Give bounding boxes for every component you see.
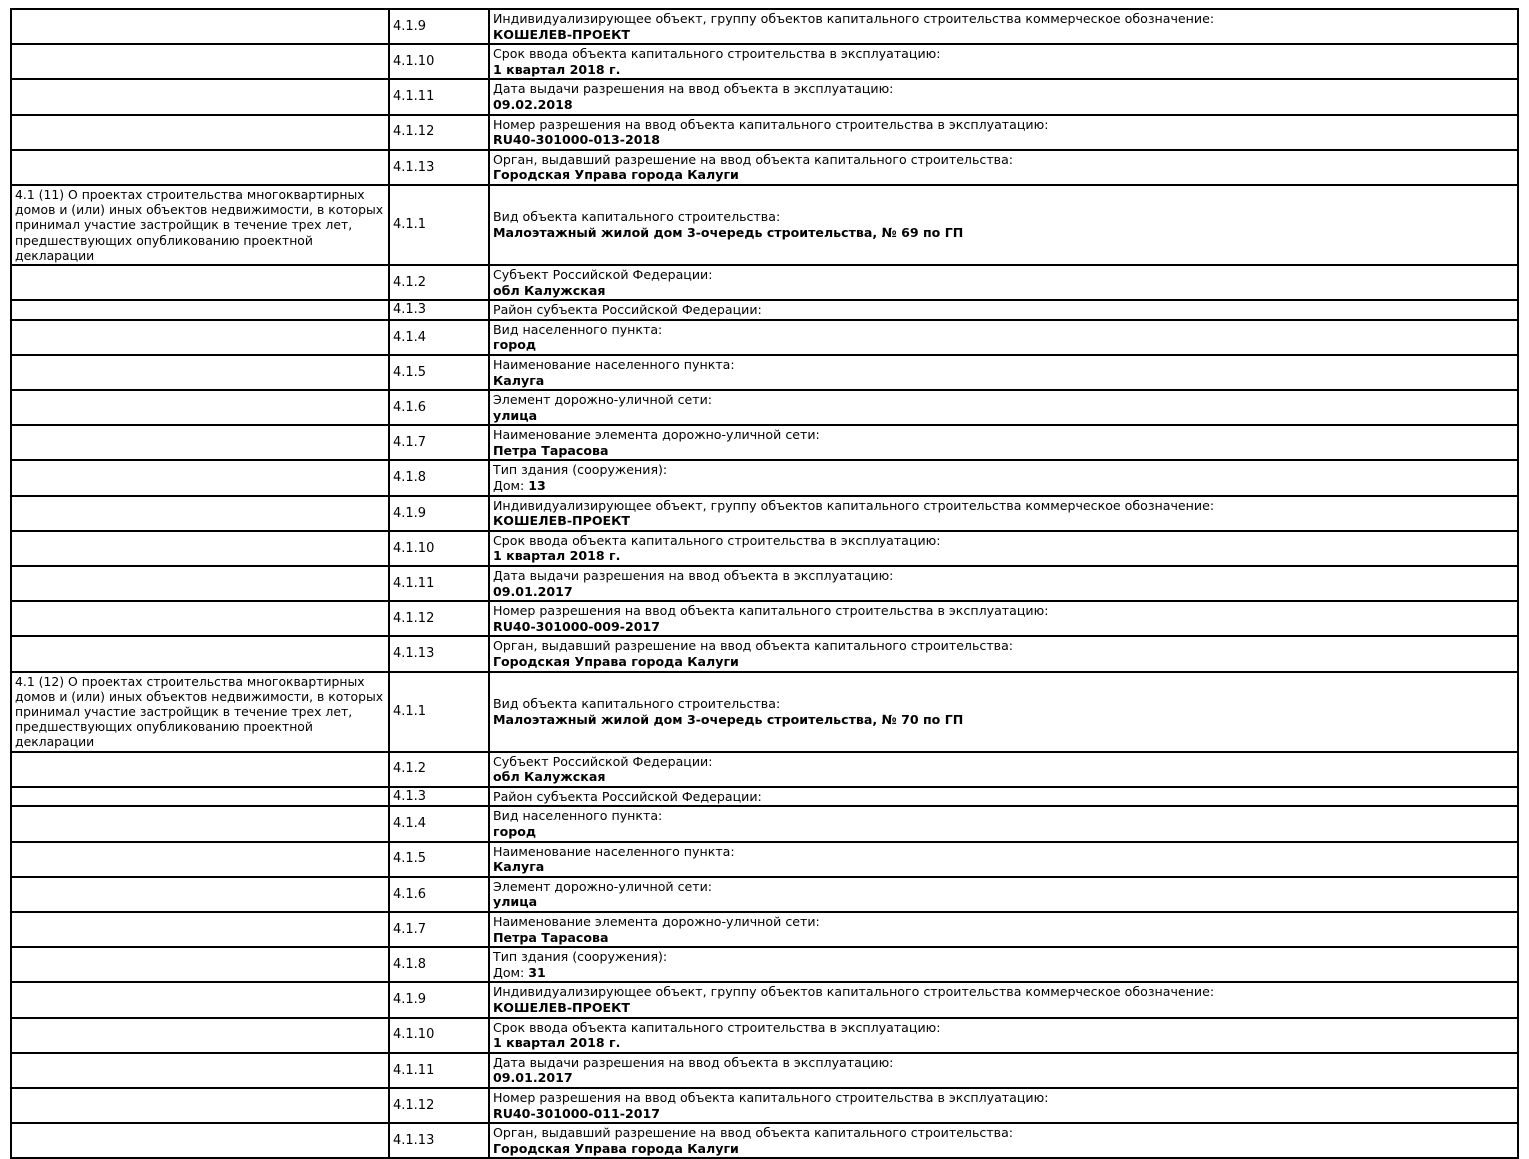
row-number-cell: 4.1.8 [389, 947, 489, 982]
empty-description-cell [11, 300, 389, 320]
field-value: 1 квартал 2018 г. [493, 548, 621, 564]
empty-description-cell [11, 390, 389, 425]
row-number-cell: 4.1.6 [389, 877, 489, 912]
field-cell [489, 300, 1518, 320]
field-value-line [493, 1106, 1514, 1122]
field-value-prefix: Дом: [493, 964, 529, 980]
field-cell [489, 672, 1518, 752]
field-cell [489, 636, 1518, 671]
field-value: Городская Управа города Калуги [493, 167, 739, 183]
field-value: Городская Управа города Калуги [493, 654, 739, 670]
field-label: Дата выдачи разрешения на ввод объекта в эксплуатацию: [493, 568, 894, 584]
field-label: Номер разрешения на ввод объекта капитального строительства в эксплуатацию: [493, 1089, 1049, 1105]
empty-description-cell [11, 265, 389, 300]
field-value-line [493, 584, 1514, 600]
field-value-line [493, 225, 1514, 241]
table-row [11, 877, 1518, 912]
table-row [11, 566, 1518, 601]
field-label: Вид объекта капитального строительства: [493, 209, 781, 225]
field-label: Вид населенного пункта: [493, 321, 663, 337]
project-declaration-table [10, 8, 1519, 1159]
field-label: Срок ввода объекта капитального строительства в эксплуатацию: [493, 1019, 941, 1035]
field-value: Калуга [493, 859, 545, 875]
field-label: Номер разрешения на ввод объекта капитального строительства в эксплуатацию: [493, 116, 1049, 132]
field-label: Элемент дорожно-уличной сети: [493, 878, 713, 894]
row-number-cell: 4.1.5 [389, 355, 489, 390]
field-value: Петра Тарасова [493, 442, 609, 458]
field-value-line [493, 548, 1514, 564]
table-row [11, 1123, 1518, 1158]
empty-description-cell [11, 636, 389, 671]
field-label: Орган, выдавший разрешение на ввод объекта капитального строительства: [493, 638, 1014, 654]
row-number-cell: 4.1.7 [389, 425, 489, 460]
field-value-line [493, 619, 1514, 635]
field-cell [489, 44, 1518, 79]
field-cell [489, 842, 1518, 877]
field-label: Дата выдачи разрешения на ввод объекта в эксплуатацию: [493, 81, 894, 97]
empty-description-cell [11, 1053, 389, 1088]
empty-description-cell [11, 787, 389, 807]
row-number-cell: 4.1.7 [389, 912, 489, 947]
field-value: Малоэтажный жилой дом 3-очередь строительства, № 69 по ГП [493, 224, 964, 240]
field-label: Наименование населенного пункта: [493, 356, 735, 372]
field-value-line [493, 859, 1514, 875]
field-label: Дата выдачи разрешения на ввод объекта в эксплуатацию: [493, 1054, 894, 1070]
table-row [11, 672, 1518, 752]
field-value: RU40-301000-009-2017 [493, 618, 661, 634]
row-number-cell: 4.1.10 [389, 531, 489, 566]
empty-description-cell [11, 496, 389, 531]
field-value: улица [493, 407, 538, 423]
row-number-cell: 4.1.4 [389, 320, 489, 355]
field-value: 09.02.2018 [493, 96, 573, 112]
field-value-prefix: Дом: [493, 478, 529, 494]
table-row [11, 947, 1518, 982]
field-value: улица [493, 894, 538, 910]
field-cell [489, 531, 1518, 566]
field-value-line [493, 712, 1514, 728]
table-row [11, 9, 1518, 44]
field-value: Малоэтажный жилой дом 3-очередь строительства, № 70 по ГП [493, 711, 964, 727]
table-row [11, 912, 1518, 947]
empty-description-cell [11, 806, 389, 841]
field-value: 1 квартал 2018 г. [493, 61, 621, 77]
empty-description-cell [11, 150, 389, 185]
row-number-cell: 4.1.11 [389, 1053, 489, 1088]
field-cell [489, 752, 1518, 787]
table-row [11, 496, 1518, 531]
table-row [11, 150, 1518, 185]
field-value-line [493, 1000, 1514, 1016]
field-cell [489, 877, 1518, 912]
field-label: Район субъекта Российской Федерации: [493, 302, 762, 318]
field-value: RU40-301000-013-2018 [493, 132, 661, 148]
row-number-cell: 4.1.10 [389, 44, 489, 79]
field-value: КОШЕЛЕВ-ПРОЕКТ [493, 999, 631, 1015]
field-cell [489, 1053, 1518, 1088]
field-value-line [493, 1035, 1514, 1051]
field-value-line [493, 283, 1514, 299]
field-cell [489, 982, 1518, 1017]
empty-description-cell [11, 425, 389, 460]
field-value-line [493, 513, 1514, 529]
field-cell [489, 185, 1518, 265]
section-description-cell: 4.1 (11) О проектах строительства многоквартирных домов и (или) иных объектов недвижимости, в которых принимал участие застройщик в течение трех лет, предшествующих опубликованию проектной декларации [11, 185, 389, 265]
field-value: город [493, 337, 537, 353]
table-row [11, 460, 1518, 495]
row-number-cell: 4.1.13 [389, 1123, 489, 1158]
row-number-cell: 4.1.13 [389, 636, 489, 671]
field-cell [489, 566, 1518, 601]
field-value-line [493, 1070, 1514, 1086]
field-cell [489, 1018, 1518, 1053]
field-cell [489, 79, 1518, 114]
table-row [11, 115, 1518, 150]
field-cell [489, 496, 1518, 531]
field-cell [489, 601, 1518, 636]
empty-description-cell [11, 44, 389, 79]
field-label: Индивидуализирующее объект, группу объектов капитального строительства коммерческое обозначение: [493, 984, 1215, 1000]
field-value: 09.01.2017 [493, 1070, 573, 1086]
declaration-table-body [11, 9, 1518, 1158]
field-value-line [493, 965, 1514, 981]
table-row [11, 1088, 1518, 1123]
row-number-cell: 4.1.3 [389, 787, 489, 807]
row-number-cell: 4.1.1 [389, 185, 489, 265]
row-number-cell: 4.1.9 [389, 9, 489, 44]
field-label: Орган, выдавший разрешение на ввод объекта капитального строительства: [493, 151, 1014, 167]
row-number-cell: 4.1.2 [389, 265, 489, 300]
field-value-line [493, 167, 1514, 183]
field-value-line [493, 1141, 1514, 1157]
field-label: Наименование элемента дорожно-уличной сети: [493, 427, 820, 443]
table-row [11, 531, 1518, 566]
table-row [11, 1053, 1518, 1088]
row-number-cell: 4.1.10 [389, 1018, 489, 1053]
field-value-line [493, 478, 1514, 494]
field-cell [489, 460, 1518, 495]
field-label: Тип здания (сооружения): [493, 462, 668, 478]
field-label: Срок ввода объекта капитального строительства в эксплуатацию: [493, 532, 941, 548]
field-value: обл Калужская [493, 769, 606, 785]
empty-description-cell [11, 601, 389, 636]
empty-description-cell [11, 320, 389, 355]
empty-description-cell [11, 947, 389, 982]
field-label: Номер разрешения на ввод объекта капитального строительства в эксплуатацию: [493, 603, 1049, 619]
row-number-cell: 4.1.5 [389, 842, 489, 877]
row-number-cell: 4.1.4 [389, 806, 489, 841]
field-cell [489, 9, 1518, 44]
empty-description-cell [11, 79, 389, 114]
field-value-line [493, 337, 1514, 353]
empty-description-cell [11, 1123, 389, 1158]
field-value-line [493, 894, 1514, 910]
table-row [11, 787, 1518, 807]
row-number-cell: 4.1.12 [389, 115, 489, 150]
row-number-cell: 4.1.11 [389, 566, 489, 601]
field-value: обл Калужская [493, 282, 606, 298]
row-number-cell: 4.1.12 [389, 601, 489, 636]
field-cell [489, 787, 1518, 807]
empty-description-cell [11, 115, 389, 150]
field-label: Вид объекта капитального строительства: [493, 696, 781, 712]
empty-description-cell [11, 982, 389, 1017]
row-number-cell: 4.1.2 [389, 752, 489, 787]
row-number-cell: 4.1.11 [389, 79, 489, 114]
field-value-line [493, 132, 1514, 148]
field-value-line [493, 373, 1514, 389]
empty-description-cell [11, 531, 389, 566]
field-value-line [493, 930, 1514, 946]
field-cell [489, 355, 1518, 390]
row-number-cell: 4.1.9 [389, 982, 489, 1017]
field-cell [489, 1088, 1518, 1123]
field-cell [489, 1123, 1518, 1158]
field-cell [489, 425, 1518, 460]
field-cell [489, 947, 1518, 982]
empty-description-cell [11, 355, 389, 390]
field-value: 31 [528, 964, 546, 980]
field-cell [489, 265, 1518, 300]
field-label: Индивидуализирующее объект, группу объектов капитального строительства коммерческое обозначение: [493, 11, 1215, 26]
field-label: Субъект Российской Федерации: [493, 266, 713, 282]
field-label: Наименование населенного пункта: [493, 843, 735, 859]
empty-description-cell [11, 877, 389, 912]
empty-description-cell [11, 752, 389, 787]
table-row [11, 842, 1518, 877]
table-row [11, 390, 1518, 425]
table-row [11, 300, 1518, 320]
field-value: Петра Тарасова [493, 929, 609, 945]
row-number-cell: 4.1.8 [389, 460, 489, 495]
empty-description-cell [11, 566, 389, 601]
row-number-cell: 4.1.12 [389, 1088, 489, 1123]
row-number-cell: 4.1.6 [389, 390, 489, 425]
field-label: Срок ввода объекта капитального строительства в эксплуатацию: [493, 46, 941, 62]
field-cell [489, 115, 1518, 150]
empty-description-cell [11, 460, 389, 495]
table-row [11, 601, 1518, 636]
empty-description-cell [11, 842, 389, 877]
field-value-line [493, 408, 1514, 424]
field-cell [489, 912, 1518, 947]
table-row [11, 355, 1518, 390]
field-value: город [493, 824, 537, 839]
table-row [11, 1018, 1518, 1053]
section-description-cell: 4.1 (12) О проектах строительства многоквартирных домов и (или) иных объектов недвижимости, в которых принимал участие застройщик в течение трех лет, предшествующих опубликованию проектной декларации [11, 672, 389, 752]
table-row [11, 752, 1518, 787]
table-row [11, 425, 1518, 460]
field-value: КОШЕЛЕВ-ПРОЕКТ [493, 513, 631, 529]
field-cell [489, 150, 1518, 185]
field-value: RU40-301000-011-2017 [493, 1105, 661, 1121]
field-value: 13 [528, 478, 546, 494]
field-label: Индивидуализирующее объект, группу объектов капитального строительства коммерческое обозначение: [493, 497, 1215, 513]
field-value: Калуга [493, 372, 545, 388]
empty-description-cell [11, 1018, 389, 1053]
empty-description-cell [11, 9, 389, 44]
field-label: Наименование элемента дорожно-уличной сети: [493, 913, 820, 929]
table-row [11, 982, 1518, 1017]
field-label: Субъект Российской Федерации: [493, 753, 713, 769]
field-cell [489, 390, 1518, 425]
field-value-line [493, 443, 1514, 459]
field-value-line [493, 824, 1514, 840]
field-value-line [493, 97, 1514, 113]
table-row [11, 79, 1518, 114]
field-value: 1 квартал 2018 г. [493, 1035, 621, 1051]
empty-description-cell [11, 912, 389, 947]
field-label: Вид населенного пункта: [493, 808, 663, 824]
field-value: КОШЕЛЕВ-ПРОЕКТ [493, 26, 631, 42]
empty-description-cell [11, 1088, 389, 1123]
table-row [11, 636, 1518, 671]
field-value: Городская Управа города Калуги [493, 1140, 739, 1156]
field-label: Тип здания (сооружения): [493, 949, 668, 965]
field-cell [489, 320, 1518, 355]
row-number-cell: 4.1.13 [389, 150, 489, 185]
field-label: Элемент дорожно-уличной сети: [493, 392, 713, 408]
field-value: 09.01.2017 [493, 583, 573, 599]
row-number-cell: 4.1.1 [389, 672, 489, 752]
field-value-line [493, 62, 1514, 78]
field-value-line [493, 27, 1514, 43]
table-row [11, 320, 1518, 355]
field-value-line [493, 654, 1514, 670]
field-label: Район субъекта Российской Федерации: [493, 788, 762, 804]
table-row [11, 265, 1518, 300]
field-value-line [493, 769, 1514, 785]
field-label: Орган, выдавший разрешение на ввод объекта капитального строительства: [493, 1125, 1014, 1141]
row-number-cell: 4.1.9 [389, 496, 489, 531]
table-row [11, 44, 1518, 79]
table-row [11, 185, 1518, 265]
row-number-cell: 4.1.3 [389, 300, 489, 320]
table-row [11, 806, 1518, 841]
field-cell [489, 806, 1518, 841]
